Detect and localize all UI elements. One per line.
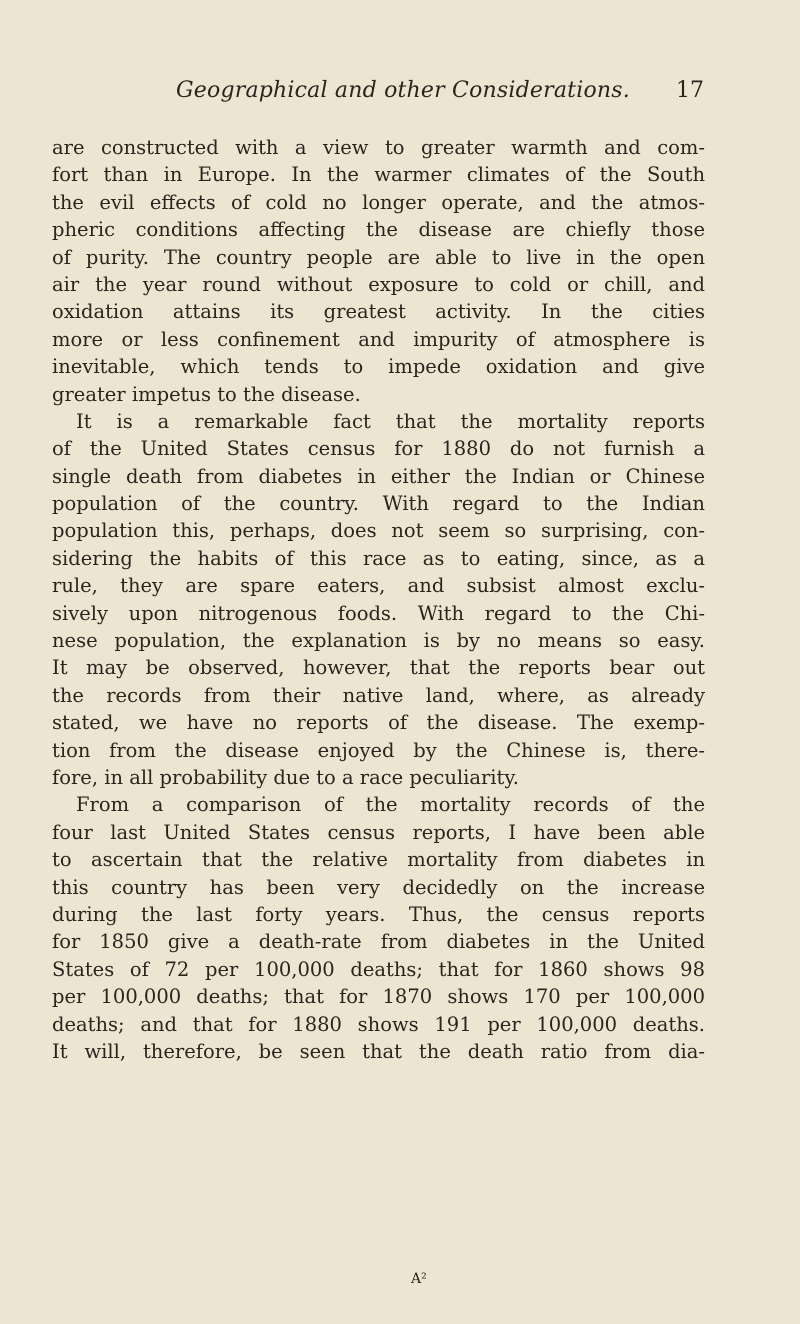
text-line: the records from their native land, where, as already [52, 683, 705, 707]
text-line: pheric conditions affecting the disease are chiefly those [52, 218, 705, 242]
text-line: the evil effects of cold no longer operate, and the atmos- [52, 190, 705, 214]
text-line: more or less confinement and impurity of atmosphere is [52, 327, 705, 351]
text-line: oxidation attains its greatest activity. In the cities [52, 300, 705, 324]
text-line: air the year round without exposure to cold or chill, and [52, 272, 705, 296]
page-header [176, 76, 704, 106]
text-line: rule, they are spare eaters, and subsist almost exclu- [52, 574, 705, 598]
text-line: to ascertain that the relative mortality from diabetes in [52, 848, 705, 872]
text-line: fort than in Europe. In the warmer climates of the South [52, 163, 705, 187]
text-line: population of the country. With regard to the Indian [52, 492, 705, 516]
text-line: It may be observed, however, that the reports bear out [52, 656, 705, 680]
text-line: deaths; and that for 1880 shows 191 per 100,000 deaths. [52, 1012, 705, 1036]
paragraph-start-line: From a comparison of the mortality records of the [76, 793, 705, 817]
text-line: for 1850 give a death-rate from diabetes in the United [52, 930, 705, 954]
text-line: nese population, the explanation is by no means so easy. [52, 629, 705, 653]
text-line: this country has been very decidedly on the increase [52, 875, 705, 899]
text-line: inevitable, which tends to impede oxidation and give [52, 355, 705, 379]
text-line: It will, therefore, be seen that the death ratio from dia- [52, 1039, 705, 1063]
text-line: are constructed with a view to greater warmth and com- [52, 136, 705, 159]
text-line: per 100,000 deaths; that for 1870 shows 170 per 100,000 [52, 985, 705, 1009]
text-line: four last United States census reports, I have been able [52, 820, 705, 844]
text-line: fore, in all probability due to a race peculiarity. [52, 765, 520, 789]
text-line: population this, perhaps, does not seem so surprising, con- [52, 519, 705, 543]
text-line: States of 72 per 100,000 deaths; that for 1860 shows 98 [52, 957, 705, 981]
page-number: 17 [676, 78, 704, 103]
text-line: tion from the disease enjoyed by the Chinese is, there- [52, 738, 705, 762]
text-line: single death from diabetes in either the Indian or Chinese [52, 464, 705, 488]
signature-mark: A² [411, 1271, 427, 1287]
text-line: greater impetus to the disease. [52, 382, 361, 406]
text-line: during the last forty years. Thus, the census reports [52, 902, 705, 926]
text-line: of the United States census for 1880 do not furnish a [52, 437, 705, 461]
text-line: sively upon nitrogenous foods. With regard to the Chi- [52, 601, 705, 625]
text-line: of purity. The country people are able to live in the open [52, 245, 705, 269]
paragraph-start-line: It is a remarkable fact that the mortality reports [76, 409, 705, 433]
text-line: stated, we have no reports of the disease. The exemp- [52, 711, 705, 735]
text-line: sidering the habits of this race as to eating, since, as a [52, 546, 705, 570]
body-text [52, 134, 705, 1065]
running-head: Geographical and other Considerations. [176, 78, 630, 103]
